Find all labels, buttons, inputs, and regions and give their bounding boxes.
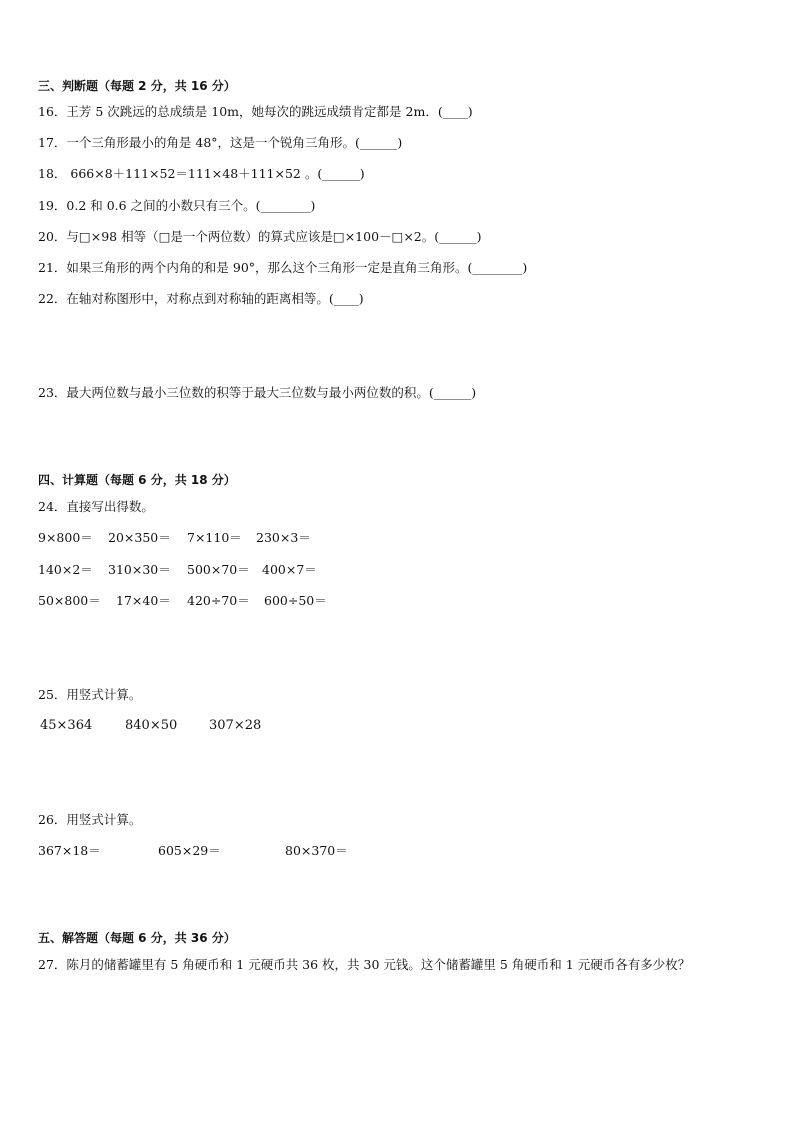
calc-item: 17×40＝ <box>116 593 171 608</box>
calc-item: 20×350＝ <box>108 530 171 545</box>
question-23: 23．最大两位数与最小三位数的积等于最大三位数与最小两位数的积。(______) <box>38 385 477 400</box>
section-heading-word-problems: 五、解答题（每题 6 分，共 36 分） <box>38 931 236 945</box>
vertical-calc-expr: 80×370＝ <box>285 843 348 858</box>
vertical-calc-expr: 840×50 <box>125 718 178 733</box>
vertical-calc-expr: 307×28 <box>209 718 262 733</box>
calc-item: 9×800＝ <box>38 530 93 545</box>
vertical-calc-expr: 605×29＝ <box>158 843 221 858</box>
calc-item: 420÷70＝ <box>187 593 250 608</box>
calc-item: 7×110＝ <box>187 530 242 545</box>
section-heading-judgment: 三、判断题（每题 2 分，共 16 分） <box>38 79 236 93</box>
question-21: 21．如果三角形的两个内角的和是 90°，那么这个三角形一定是直角三角形。(________) <box>38 260 528 275</box>
question-26: 26．用竖式计算。 <box>38 812 142 827</box>
calc-item: 500×70＝ <box>187 562 250 577</box>
vertical-calc-expr: 367×18＝ <box>38 843 101 858</box>
calc-item: 400×7＝ <box>262 562 317 577</box>
question-20: 20．与□×98 相等（□是一个两位数）的算式应该是□×100－□×2。(______) <box>38 229 482 244</box>
question-22: 22．在轴对称图形中，对称点到对称轴的距离相等。(____) <box>38 291 364 306</box>
question-24: 24．直接写出得数。 <box>38 499 154 514</box>
calc-item: 230×3＝ <box>256 530 311 545</box>
question-25: 25．用竖式计算。 <box>38 687 142 702</box>
question-18: 18． 666×8＋111×52＝111×48＋111×52 。(______) <box>38 166 365 181</box>
question-27: 27．陈月的储蓄罐里有 5 角硬币和 1 元硬币共 36 枚，共 30 元钱。这个储蓄罐里 5 角硬币和 1 元硬币各有多少枚？ <box>38 957 691 972</box>
calc-item: 600÷50＝ <box>264 593 327 608</box>
calc-item: 310×30＝ <box>108 562 171 577</box>
question-16: 16．王芳 5 次跳远的总成绩是 10m，她每次的跳远成绩肯定都是 2m．(____) <box>38 104 473 119</box>
question-17: 17．一个三角形最小的角是 48°，这是一个锐角三角形。(______) <box>38 135 403 150</box>
calc-item: 140×2＝ <box>38 562 93 577</box>
section-heading-calculation: 四、计算题（每题 6 分，共 18 分） <box>38 473 236 487</box>
question-19: 19．0.2 和 0.6 之间的小数只有三个。(________) <box>38 198 316 213</box>
calc-item: 50×800＝ <box>38 593 101 608</box>
vertical-calc-expr: 45×364 <box>40 718 93 733</box>
